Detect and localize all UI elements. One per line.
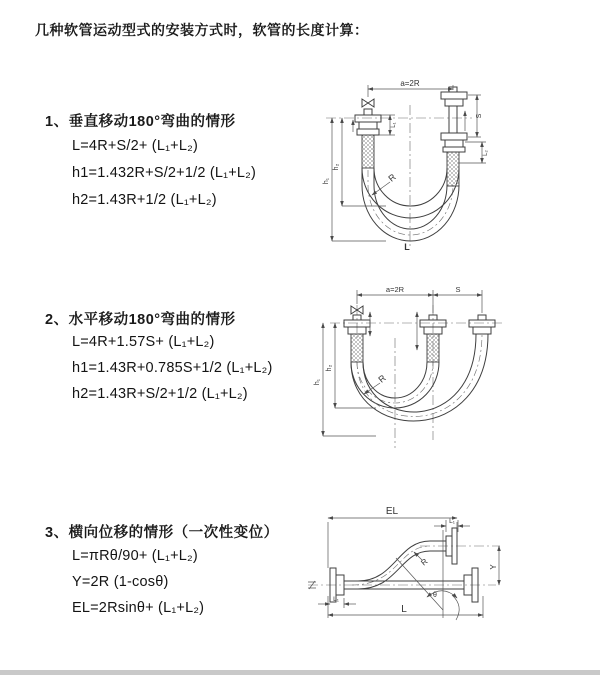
section-2-heading: 2、水平移动180°弯曲的情形	[45, 312, 236, 328]
dim-h2	[333, 118, 386, 206]
svg-text:h₁: h₁	[323, 177, 330, 185]
hose-u-bend	[362, 168, 459, 241]
section-1-formula-h1: h1=1.432R+S/2+1/2 (L₁+L₂)	[72, 165, 257, 181]
svg-text:L₂: L₂	[483, 150, 489, 156]
section-3-heading: 3、横向位移的情形（一次性变位）	[45, 525, 279, 541]
page-title: 几种软管运动型式的安装方式时，软管的长度计算：	[35, 22, 369, 38]
section-1-heading: 1、垂直移动180°弯曲的情形	[45, 114, 236, 130]
middle-fitting	[420, 315, 446, 362]
svg-text:L₁: L₁	[391, 122, 397, 128]
dim-h1	[323, 118, 386, 241]
svg-text:a=2R: a=2R	[385, 285, 405, 294]
svg-text:S: S	[476, 113, 483, 119]
diagram-vertical-180-bend	[310, 75, 590, 255]
dim-a-2r	[357, 285, 433, 313]
section-1-formula-h2: h2=1.43R+1/2 (L₁+L₂)	[72, 192, 217, 208]
svg-text:L₁: L₁	[449, 518, 455, 525]
section-2-formula-L: L=4R+1.57S+ (L₁+L₂)	[72, 334, 215, 350]
svg-text:R: R	[419, 556, 430, 568]
dim-s	[468, 95, 483, 137]
svg-text:EL: EL	[385, 506, 399, 517]
svg-text:h₂: h₂	[326, 364, 333, 372]
section-3-formula-Y: Y=2R (1-cosθ)	[72, 574, 169, 590]
section-2-formula-h2: h2=1.43R+S/2+1/2 (L₁+L₂)	[72, 386, 248, 402]
section-3-formula-EL: EL=2Rsinθ+ (L₁+L₂)	[72, 600, 205, 616]
right-fitting	[441, 87, 467, 186]
svg-text:S: S	[455, 285, 461, 294]
length-label: L	[404, 242, 410, 252]
theta-label: θ	[433, 592, 437, 599]
diagram-lateral-displacement	[300, 500, 600, 660]
page-bottom-edge	[0, 670, 600, 675]
dim-y	[489, 546, 499, 585]
dim-l	[328, 596, 483, 618]
valve-icon	[362, 99, 374, 107]
radius-label	[372, 171, 398, 195]
svg-text:Y: Y	[489, 564, 498, 570]
right-fitting	[469, 315, 495, 334]
section-1-formula-L: L=4R+S/2+ (L₁+L₂)	[72, 138, 198, 154]
svg-text:L₁: L₁	[333, 596, 339, 603]
svg-text:h₁: h₁	[314, 378, 321, 386]
hose-centerline	[368, 170, 453, 235]
svg-text:a=2R: a=2R	[400, 79, 420, 88]
section-2-formula-h1: h1=1.43R+0.785S+1/2 (L₁+L₂)	[72, 360, 273, 376]
radius-label	[414, 552, 430, 567]
svg-text:R: R	[386, 171, 398, 184]
svg-text:L: L	[401, 604, 407, 615]
dim-el	[328, 506, 457, 568]
diagram-horizontal-180-bend	[310, 280, 590, 460]
section-3-formula-L: L=πRθ/90+ (L₁+L₂)	[72, 548, 198, 564]
dim-l1-bottom	[318, 596, 356, 608]
dim-a-2r	[368, 79, 453, 97]
svg-text:R: R	[376, 372, 388, 385]
svg-text:h₂: h₂	[333, 163, 340, 171]
left-fitting	[344, 315, 370, 362]
dim-s	[433, 285, 482, 313]
